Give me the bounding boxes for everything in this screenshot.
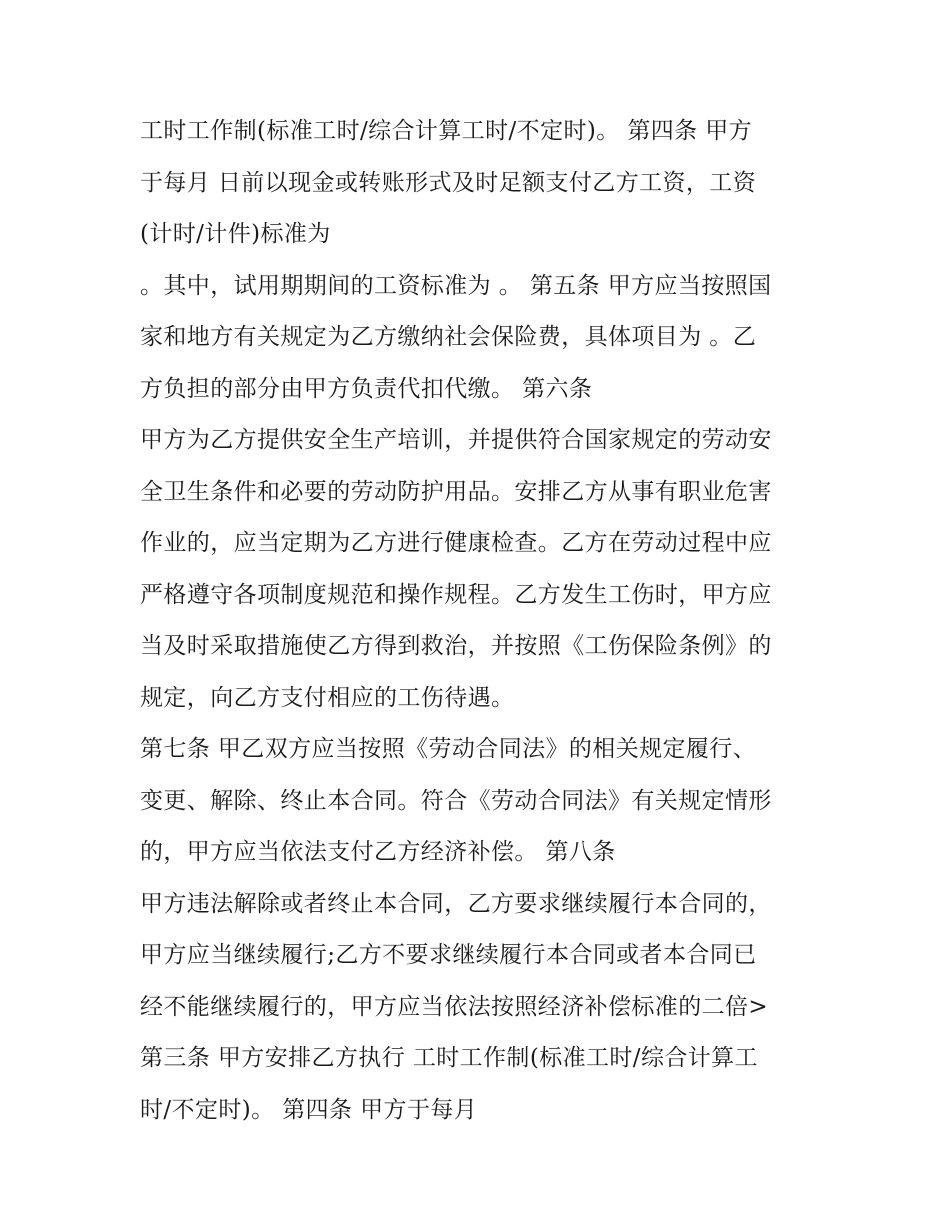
text-line: 家和地方有关规定为乙方缴纳社会保险费，具体项目为 。乙 bbox=[140, 324, 757, 350]
text-line: 严格遵守各项制度规范和操作规程。乙方发生工伤时，甲方应 bbox=[140, 581, 772, 608]
text-line: 的，甲方应当依法支付乙方经济补偿。 第八条 bbox=[140, 839, 616, 865]
text-line: 甲方违法解除或者终止本合同，乙方要求继续履行本合同的， bbox=[140, 890, 772, 917]
text-line: 全卫生条件和必要的劳动防护用品。安排乙方从事有职业危害 bbox=[140, 478, 772, 505]
text-line: 作业的，应当定期为乙方进行健康检查。乙方在劳动过程中应 bbox=[140, 530, 772, 556]
text-line: 甲方应当继续履行;乙方不要求继续履行本合同或者本合同已 bbox=[140, 942, 757, 968]
text-line: 方负担的部分由甲方负责代扣代缴。 第六条 bbox=[140, 375, 593, 402]
text-line: 工时工作制(标准工时/综合计算工时/不定时)。 第四条 甲方 bbox=[140, 118, 753, 144]
text-line: 第七条 甲乙双方应当按照《劳动合同法》的相关规定履行、 bbox=[140, 736, 757, 762]
text-line: 于每月 日前以现金或转账形式及时足额支付乙方工资，工资 bbox=[140, 169, 757, 196]
contract-text bbox=[140, 106, 820, 1136]
text-line: 。其中，试用期期间的工资标准为 。 第五条 甲方应当按照国 bbox=[140, 272, 772, 299]
text-line: 时/不定时)。 第四条 甲方于每月 bbox=[140, 1096, 478, 1123]
text-line: 变更、解除、终止本合同。符合《劳动合同法》有关规定情形 bbox=[140, 787, 772, 814]
text-line: 甲方为乙方提供安全生产培训，并提供符合国家规定的劳动安 bbox=[140, 427, 772, 453]
text-line: (计时/计件)标准为 bbox=[140, 221, 331, 247]
text-line: 当及时采取措施使乙方得到救治，并按照《工伤保险条例》的 bbox=[140, 633, 772, 659]
text-line: 经不能继续履行的，甲方应当依法按照经济补偿标准的二倍> bbox=[140, 993, 769, 1020]
text-line: 规定，向乙方支付相应的工伤待遇。 bbox=[140, 684, 515, 711]
text-line: 第三条 甲方安排乙方执行 工时工作制(标准工时/综合计算工 bbox=[140, 1045, 758, 1071]
